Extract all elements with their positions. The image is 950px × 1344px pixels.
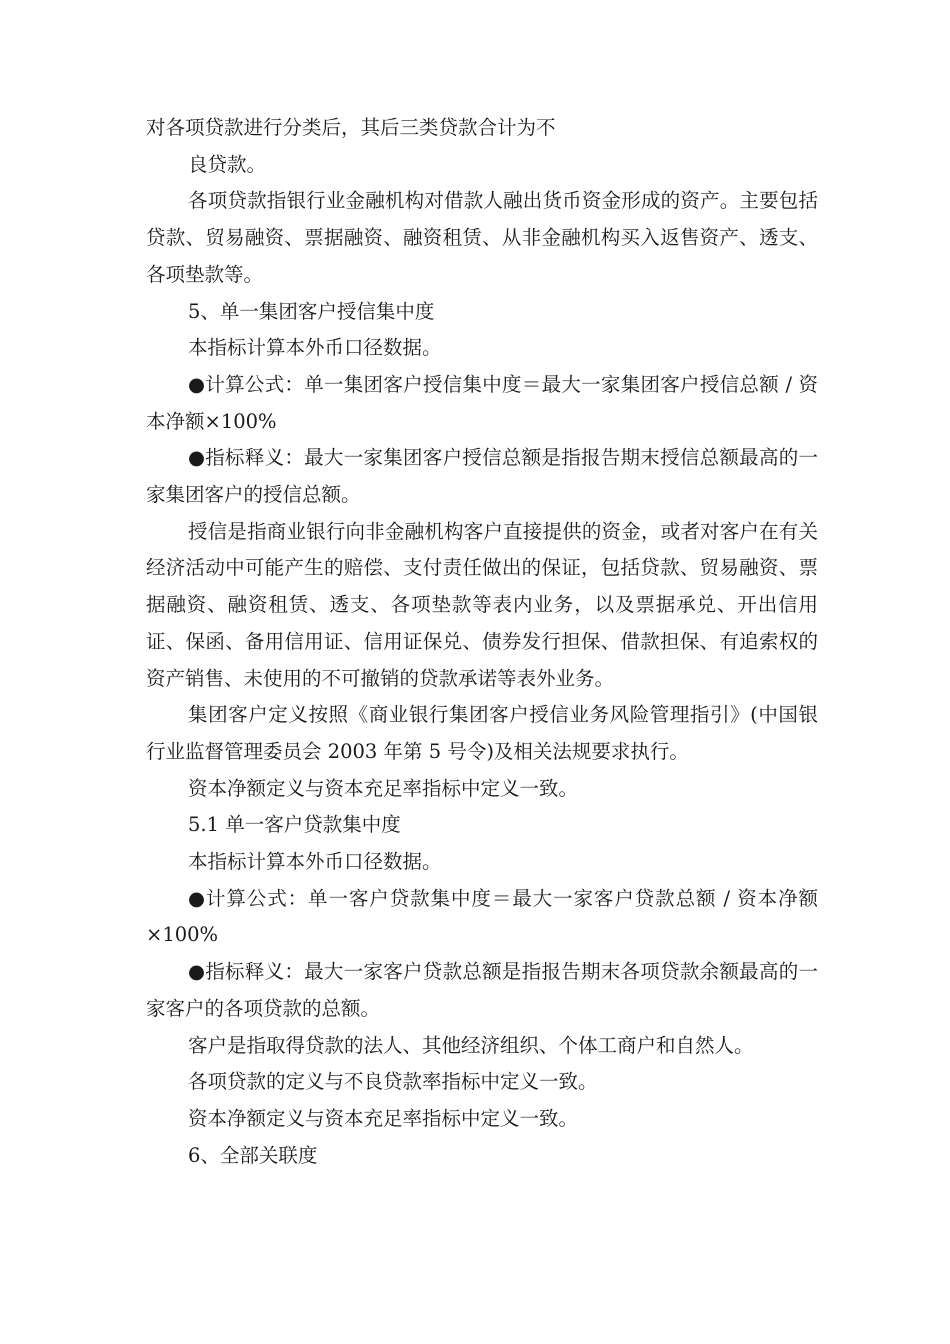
paragraph-scope-2: 本指标计算本外币口径数据。 [188, 850, 442, 874]
paragraph-loan-reference: 各项贷款的定义与不良贷款率指标中定义一致。 [188, 1070, 598, 1094]
paragraph-continued-end: 良贷款。 [188, 152, 267, 176]
paragraph-formula: ●计算公式：单一集团客户授信集中度＝最大一家集团客户授信总额 / 资本净额×100% [146, 372, 818, 433]
section-heading-6: 6、全部关联度 [188, 1143, 318, 1167]
paragraph-continued: 对各项贷款进行分类后，其后三类贷款合计为不 [146, 116, 556, 139]
paragraph-loan-definition: 各项贷款指银行业金融机构对借款人融出货币资金形成的资产。主要包括贷款、贸易融资、票据融资、融资租赁、从非金融机构买入返售资产、透支、各项垫款等。 [146, 189, 818, 286]
paragraph-explanation-2: ●指标释义：最大一家客户贷款总额是指报告期末各项贷款余额最高的一家客户的各项贷款的总额。 [146, 960, 818, 1020]
section-heading-5-1: 5.1 单一客户贷款集中度 [188, 813, 401, 837]
document-body [146, 110, 818, 1174]
paragraph-formula-2: ●计算公式：单一客户贷款集中度＝最大一家客户贷款总额 / 资本净额×100% [146, 886, 818, 947]
paragraph-credit-definition: 授信是指商业银行向非金融机构客户直接提供的资金，或者对客户在有关经济活动中可能产生的赔偿、支付责任做出的保证，包括贷款、贸易融资、票据融资、融资租赁、透支、各项垫款等表内业务，以及票据承兑、开出信用证、保函、备用信用证、信用证保兑、债券发行担保、借款担保、有追索权的资产销售、未使用的不可撤销的贷款承诺等表外业务。 [146, 519, 818, 690]
paragraph-capital-reference: 资本净额定义与资本充足率指标中定义一致。 [188, 1106, 579, 1130]
paragraph-scope: 本指标计算本外币口径数据。 [188, 336, 442, 360]
paragraph-group-definition: 集团客户定义按照《商业银行集团客户授信业务风险管理指引》(中国银行业监督管理委员会 2003 年第 5 号令)及相关法规要求执行。 [146, 703, 818, 763]
section-heading-5: 5、单一集团客户授信集中度 [188, 299, 435, 323]
paragraph-explanation: ●指标释义：最大一家集团客户授信总额是指报告期末授信总额最高的一家集团客户的授信总额。 [146, 446, 818, 507]
paragraph-customer-definition: 客户是指取得贷款的法人、其他经济组织、个体工商户和自然人。 [188, 1033, 754, 1057]
paragraph-capital-definition: 资本净额定义与资本充足率指标中定义一致。 [188, 776, 579, 800]
